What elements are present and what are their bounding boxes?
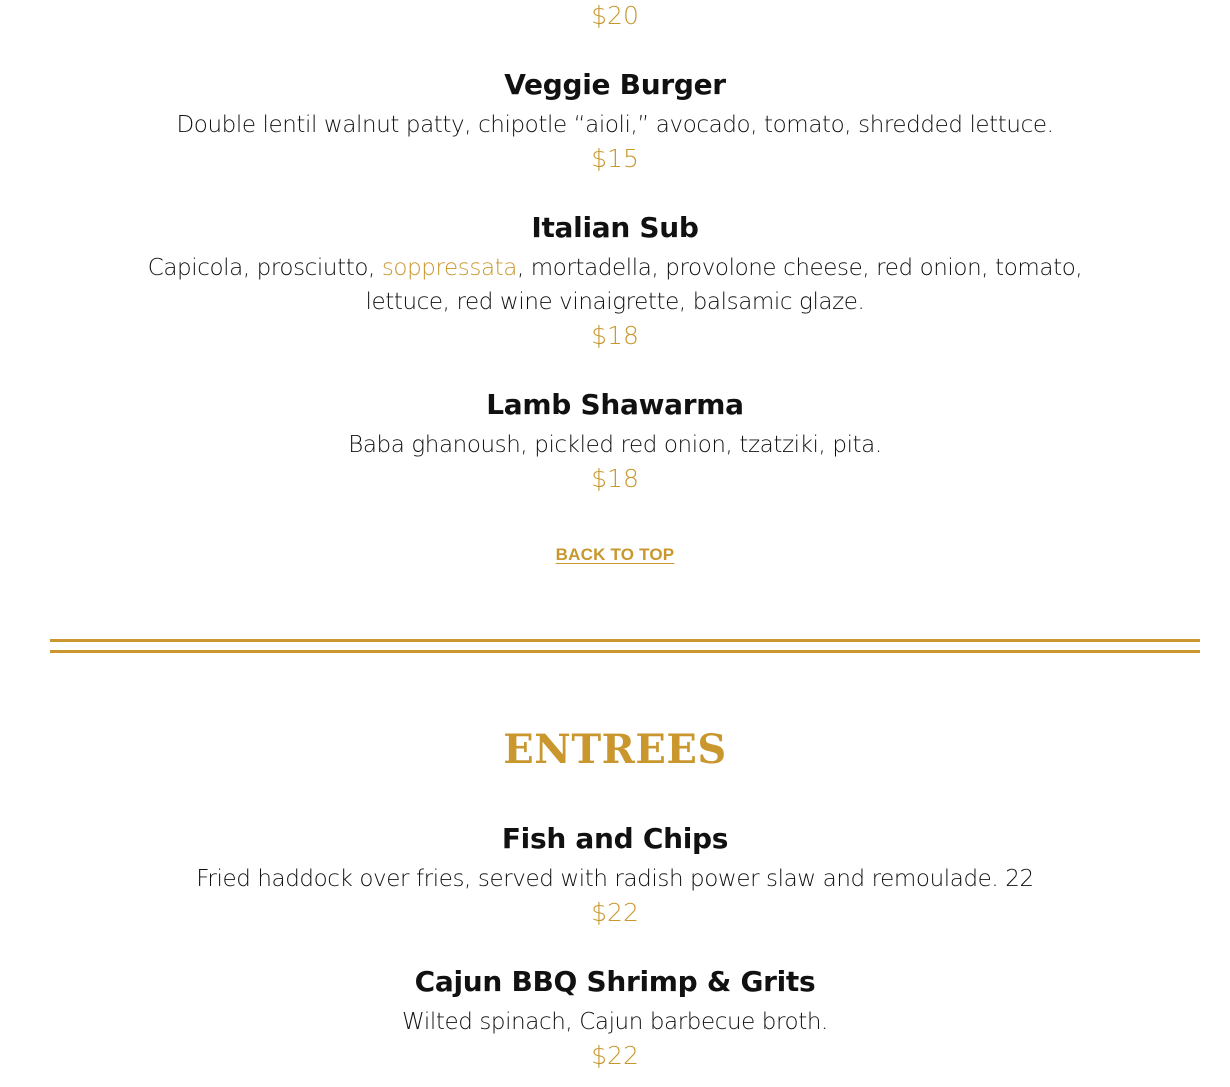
previous-item-price: $20 [591, 1, 639, 30]
item-description-cajun-shrimp: Wilted spinach, Cajun barbecue broth. [402, 1009, 828, 1035]
item-description-lamb-shawarma: Baba ghanoush, pickled red onion, tzatziki, pita. [348, 432, 882, 458]
divider-line-top [50, 639, 1200, 642]
item-title-italian-sub: Italian Sub [531, 211, 699, 244]
soppressata-link[interactable]: soppressata [381, 255, 517, 281]
item-price-fish-and-chips: $22 [591, 898, 639, 927]
back-to-top-link[interactable]: BACK TO TOP [555, 545, 675, 564]
item-price-lamb-shawarma: $18 [591, 464, 639, 493]
item-price-cajun-shrimp: $22 [591, 1041, 639, 1070]
item-title-fish-and-chips: Fish and Chips [501, 822, 729, 855]
item-title-lamb-shawarma: Lamb Shawarma [486, 388, 744, 421]
item-description-fish-and-chips: Fried haddock over fries, served with radish power slaw and remoulade. 22 [196, 866, 1034, 892]
item-price-veggie-burger: $15 [591, 144, 639, 173]
divider-line-bottom [50, 650, 1200, 653]
item-description-italian-sub [0, 251, 1230, 285]
back-to-top-wrapper [0, 545, 1230, 565]
description-text: Capicola, prosciutto, [147, 255, 382, 281]
description-text: , mortadella, provolone cheese, red onion, tomato, [516, 255, 1083, 281]
item-description-italian-sub-line2: lettuce, red wine vinaigrette, balsamic glaze. [365, 289, 865, 315]
item-title-veggie-burger: Veggie Burger [504, 68, 726, 101]
item-price-italian-sub: $18 [591, 321, 639, 350]
item-description-veggie-burger: Double lentil walnut patty, chipotle “aioli,” avocado, tomato, shredded lettuce. [176, 112, 1054, 138]
section-heading-entrees: ENTREES [503, 726, 727, 773]
item-title-cajun-shrimp: Cajun BBQ Shrimp & Grits [414, 965, 816, 998]
